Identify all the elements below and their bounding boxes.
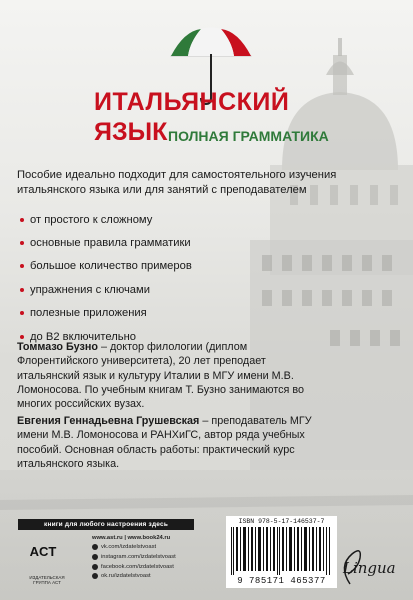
svg-text:ACT: ACT bbox=[29, 544, 57, 559]
book-title-line-1: ИТАЛЬЯНСКИЙ bbox=[94, 88, 290, 116]
list-item: полезные приложения bbox=[20, 302, 192, 325]
list-item: большое количество примеров bbox=[20, 255, 192, 278]
author-name: Томмазо Бузно bbox=[17, 341, 98, 353]
ean-number: 9 785171 465377 bbox=[237, 576, 326, 586]
barcode-bars bbox=[231, 527, 332, 575]
author-bio-1 bbox=[17, 340, 317, 411]
instagram-link[interactable]: instagram.com/izdatelstvoast bbox=[92, 552, 192, 562]
barcode bbox=[226, 516, 337, 588]
author-description: – доктор филологии (диплом Флорентийского университета), 20 лет преподает итальянский язык и культуру Италии в МГУ имени М.В. Ломоносова. По учебным книгам Т. Бузно занимаются во многих российских вузах. bbox=[17, 341, 304, 411]
instagram-icon bbox=[92, 554, 98, 560]
author-name: Евгения Геннадьевна Грушевская bbox=[17, 415, 200, 427]
social-links bbox=[92, 533, 192, 581]
slogan-banner: книги для любого настроения здесь bbox=[18, 519, 194, 530]
bullet-icon bbox=[20, 288, 24, 292]
facebook-link[interactable]: facebook.com/izdatelstvoast bbox=[92, 562, 192, 572]
vk-icon bbox=[92, 544, 98, 550]
ok-link[interactable]: ok.ru/izdatelstvoast bbox=[92, 571, 192, 581]
ast-logo bbox=[28, 540, 58, 562]
imprint-logo-text: Lingua bbox=[343, 559, 396, 577]
feature-list bbox=[20, 208, 192, 348]
facebook-icon bbox=[92, 564, 98, 570]
isbn-label: ISBN 978-5-17-146537-7 bbox=[238, 518, 325, 525]
list-item: основные правила грамматики bbox=[20, 231, 192, 254]
book-title-line-2: ЯЗЫК bbox=[94, 118, 168, 146]
list-item: упражнения с ключами bbox=[20, 278, 192, 301]
bullet-icon bbox=[20, 218, 24, 222]
bullet-icon bbox=[20, 311, 24, 315]
bullet-icon bbox=[20, 241, 24, 245]
intro-text: Пособие идеально подходит для самостоятельного изучения итальянского языка или для занятий с преподавателем bbox=[17, 169, 337, 196]
book-subtitle: ПОЛНАЯ ГРАММАТИКА bbox=[168, 128, 329, 144]
website-link[interactable]: www.ast.ru | www.book24.ru bbox=[92, 534, 171, 541]
publisher-name: ИЗДАТЕЛЬСКАЯ ГРУППА АСТ bbox=[29, 575, 65, 585]
list-item: до B2 включительно bbox=[20, 325, 192, 348]
list-item: от простого к сложному bbox=[20, 208, 192, 231]
bullet-icon bbox=[20, 335, 24, 339]
author-bio-2 bbox=[17, 414, 317, 471]
vk-link[interactable]: vk.com/izdatelstvoast bbox=[92, 543, 192, 553]
bullet-icon bbox=[20, 264, 24, 268]
author-description: – преподаватель МГУ имени М.В. Ломоносова и РАНХиГС, автор ряда учебных пособий. Основная область работы: практический курс итальянского языка. bbox=[17, 415, 312, 470]
ok-icon bbox=[92, 573, 98, 579]
